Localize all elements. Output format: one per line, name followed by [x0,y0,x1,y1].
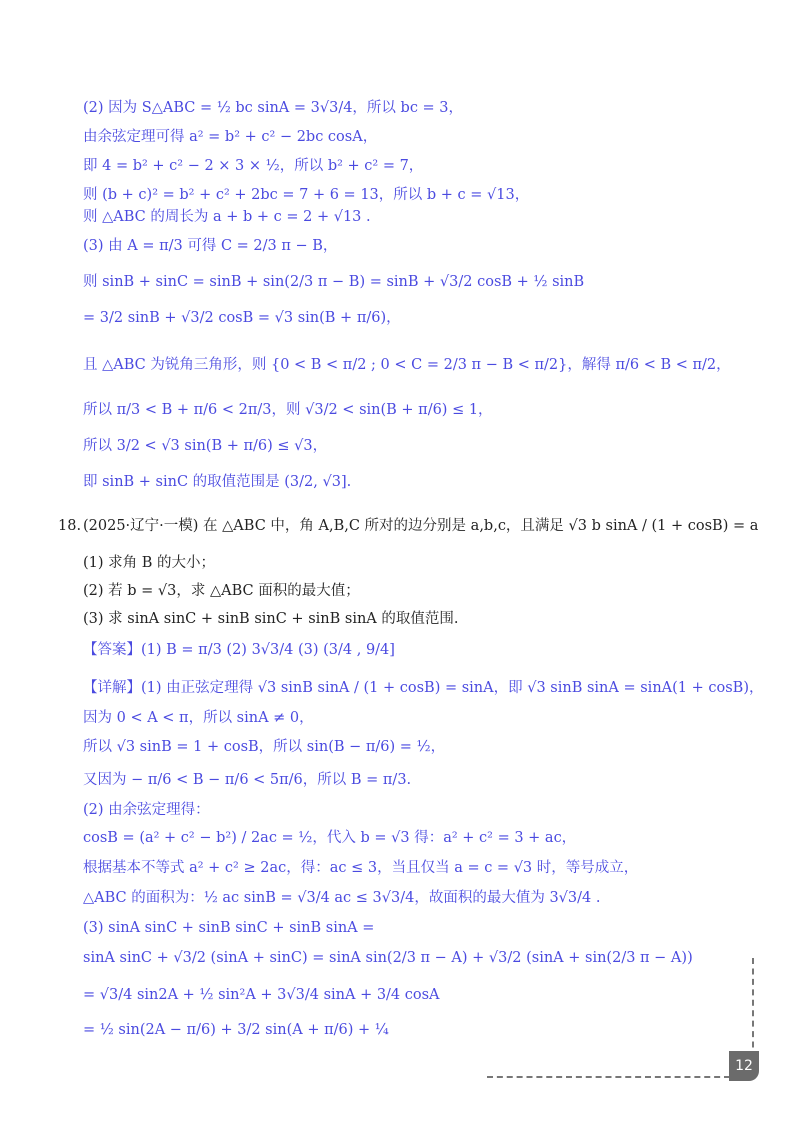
solution-line: 则 (b + c)² = b² + c² + 2bc = 7 + 6 = 13，所以 b + c = √13， [83,187,530,203]
solution-line: 且 △ABC 为锐角三角形，则 {0 < B < π/2 ; 0 < C = 2/3 π − B < π/2}，解得 π/6 < B < π/2， [83,357,731,373]
solution-line: 即 sinB + sinC 的取值范围是 (3/2, √3]. [83,474,352,490]
detail-line: = √3/4 sin2A + ½ sin²A + 3√3/4 sinA + 3/4 cosA [83,987,440,1003]
detail-line: 根据基本不等式 a² + c² ≥ 2ac，得：ac ≤ 3，当且仅当 a = c = √3 时，等号成立， [83,860,639,876]
detail-line: 【详解】(1) 由正弦定理得 √3 sinB sinA / (1 + cosB) = sinA，即 √3 sinB sinA = sinA(1 + cosB)， [83,680,764,696]
solution-line: (2) 因为 S△ABC = ½ bc sinA = 3√3/4，所以 bc = 3， [83,100,464,116]
answer-line: 【答案】(1) B = π/3 (2) 3√3/4 (3) (3/4 , 9/4] [83,642,395,658]
detail-line: sinA sinC + √3/2 (sinA + sinC) = sinA sin(2/3 π − A) + √3/2 (sinA + sin(2/3 π − A)) [83,950,693,966]
detail-line: (2) 由余弦定理得： [83,802,210,818]
solution-line: (3) 由 A = π/3 可得 C = 2/3 π − B， [83,238,338,254]
detail-line: cosB = (a² + c² − b²) / 2ac = ½，代入 b = √3 得：a² + c² = 3 + ac， [83,830,577,846]
solution-line: = 3/2 sinB + √3/2 cosB = √3 sin(B + π/6)， [83,310,401,326]
detail-line: 所以 √3 sinB = 1 + cosB，所以 sin(B − π/6) = ½， [83,739,446,755]
solution-line: 所以 3/2 < √3 sin(B + π/6) ≤ √3， [83,438,328,454]
solution-line: 则 △ABC 的周长为 a + b + c = 2 + √13 . [83,209,371,225]
solution-line: 由余弦定理可得 a² = b² + c² − 2bc cosA， [83,129,378,145]
detail-line: 因为 0 < A < π，所以 sinA ≠ 0， [83,710,314,726]
problem-part-2: (2) 若 b = √3，求 △ABC 面积的最大值； [83,583,360,599]
problem-part-3: (3) 求 sinA sinC + sinB sinC + sinB sinA 的取值范围. [83,611,459,627]
solution-line: 则 sinB + sinC = sinB + sin(2/3 π − B) = sinB + √3/2 cosB + ½ sinB [83,274,585,290]
detail-line: = ½ sin(2A − π/6) + 3/2 sin(A + π/6) + ¼ [83,1022,389,1038]
detail-line: 又因为 − π/6 < B − π/6 < 5π/6，所以 B = π/3. [83,772,412,788]
problem-stem: (2025·辽宁·一模) 在 △ABC 中，角 A,B,C 所对的边分别是 a,b,c，且满足 √3 b sinA / (1 + cosB) = a [83,518,759,534]
solution-line: 即 4 = b² + c² − 2 × 3 × ½，所以 b² + c² = 7， [83,158,424,174]
detail-line: (3) sinA sinC + sinB sinC + sinB sinA = [83,920,375,936]
dashed-border-horizontal [487,1076,730,1078]
solution-line: 所以 π/3 < B + π/6 < 2π/3，则 √3/2 < sin(B + π/6) ≤ 1， [83,402,493,418]
detail-line: △ABC 的面积为：½ ac sinB = √3/4 ac ≤ 3√3/4，故面积的最大值为 3√3/4 . [83,890,601,906]
problem-number: 18. [58,518,82,534]
page-number-badge: 12 [729,1051,759,1081]
problem-part-1: (1) 求角 B 的大小； [83,555,216,571]
dashed-border-vertical [752,958,754,1058]
